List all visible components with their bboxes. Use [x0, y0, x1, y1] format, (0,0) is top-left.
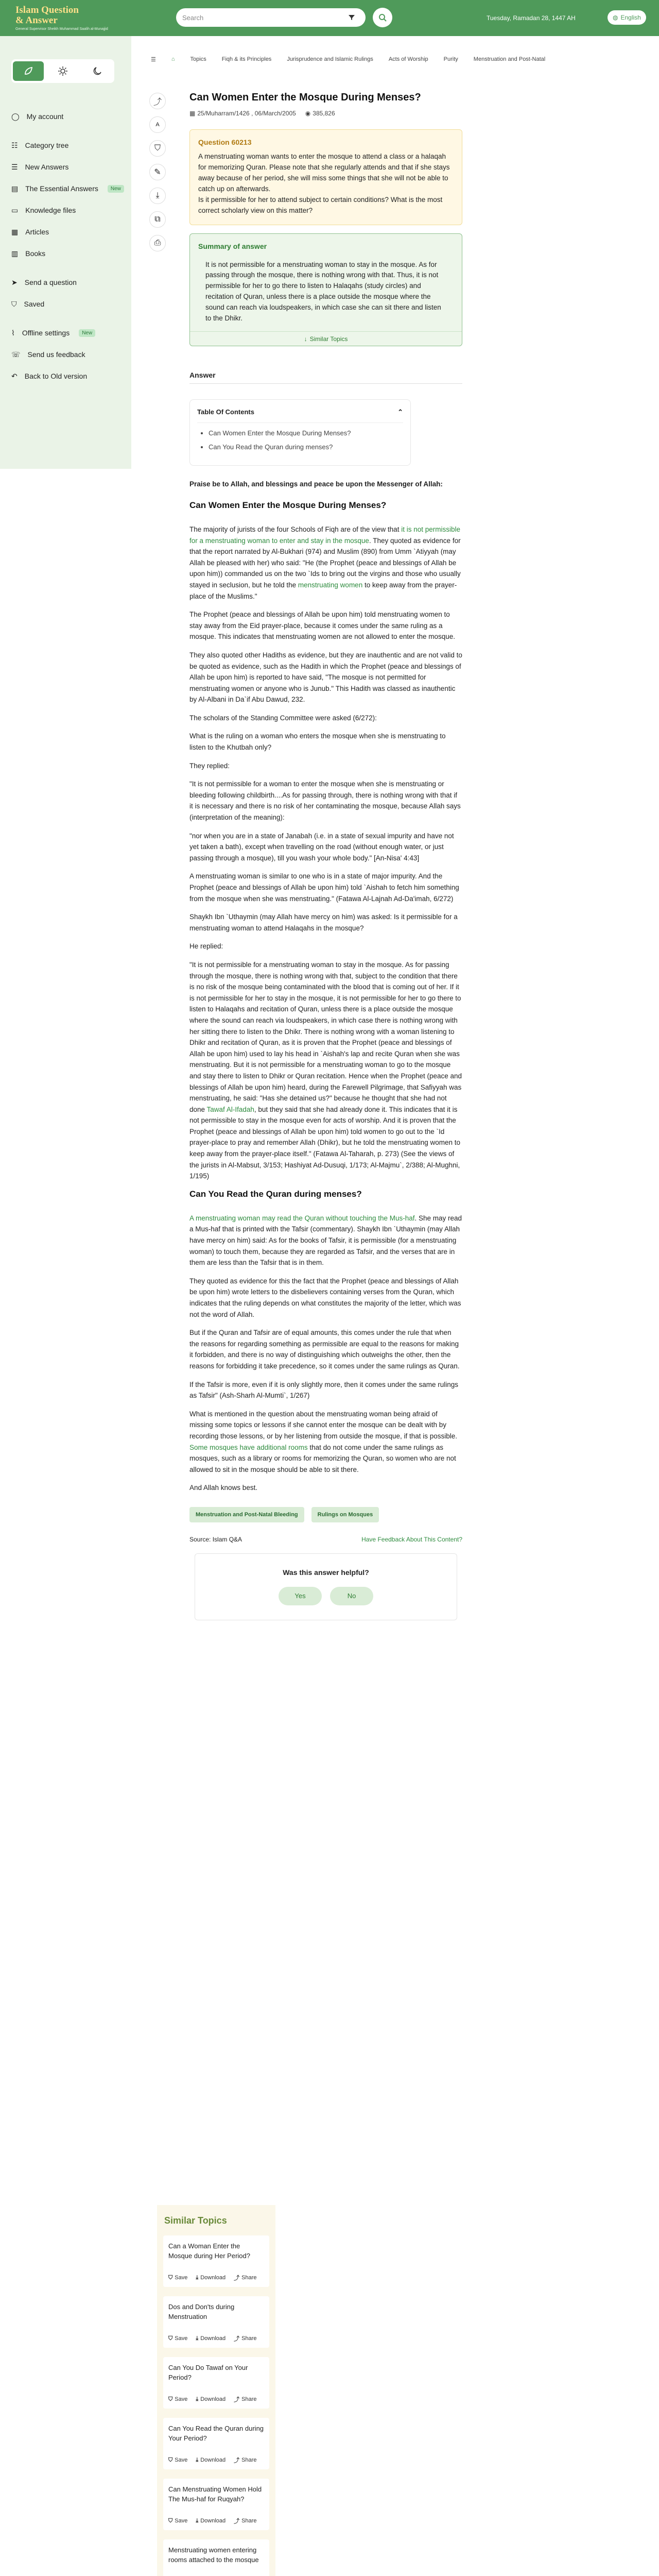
save-action[interactable]: ⛉ Save	[168, 2274, 188, 2281]
menu-icon[interactable]: ☰	[151, 56, 156, 63]
logo-line-1: Islam Question	[15, 4, 79, 15]
share-action[interactable]: ⤴ Share	[234, 2335, 257, 2342]
action-rail	[149, 93, 170, 259]
source-row	[189, 1536, 462, 1543]
article	[189, 92, 462, 1620]
eye-icon: ◉	[305, 110, 311, 117]
folder-icon: ▭	[11, 206, 19, 214]
section-heading-mosque: Can Women Enter the Mosque During Menses?	[189, 500, 387, 510]
summary-box	[189, 233, 462, 347]
question-label: Question 60213	[198, 138, 252, 146]
logo-line-2: & Answer	[15, 14, 58, 26]
summary-text: It is not permissible for a menstruating woman to stay in the mosque. As for passing through the mosque, there is nothing wrong with that. Thus, it is not permissible for her to go there to listen to Halaqahs (study circles) and recitation of Quran, unless there is a place outside the mosque where the sound can reach via loudspeakers, in which case she can sit there and listen to the Dhikr.	[205, 260, 441, 323]
sidebar-item-knowledge-files[interactable]	[0, 199, 131, 221]
bookmark-icon: ⛉	[168, 2456, 173, 2463]
paragraph: They quoted as evidence for this the fact that the Prophet (peace and blessings of Allah be upon him) wrote letters to the disbelievers containing verses from the Quran, which indicates that the ruling depends on what constitutes the majority of the letter, which was not the word of Allah.	[189, 1277, 461, 1318]
table-of-contents	[189, 399, 411, 466]
breadcrumb	[131, 52, 659, 67]
toc-label: Table Of Contents	[197, 408, 254, 416]
sidebar-item-articles[interactable]	[0, 221, 131, 243]
sidebar-item-saved[interactable]	[0, 293, 131, 315]
bookmark-icon: ⛉	[168, 2396, 173, 2402]
user-icon: ◯	[11, 112, 20, 121]
save-action[interactable]: ⛉ Save	[168, 2396, 188, 2402]
section-heading-quran: Can You Read the Quran during menses?	[189, 1189, 362, 1199]
bookmark-icon: ⛉	[168, 2335, 173, 2342]
paragraph: A menstruating woman may read the Quran without touching the Mus-haf. She may read a Mus-haf that is printed with the Tafsir (commentary). Shaykh Ibn `Uthaymin (may Allah have mercy on him) said: As for the books of Tafsir, it is permissible (for a menstruating woman) to touch them, because they are regarded as Tafsir, and the verses that are in them are less than the Tafsir that is in them.	[189, 1214, 462, 1267]
article-icon: ▦	[11, 227, 19, 236]
share-action[interactable]: ⤴ Share	[234, 2396, 257, 2403]
download-action[interactable]: ⤓ Download	[196, 2396, 226, 2402]
sun-icon[interactable]	[47, 61, 78, 81]
sidebar-item-label: Send a question	[24, 278, 77, 286]
globe-icon: ◍	[613, 14, 618, 21]
sidebar-item-label: Knowledge files	[25, 206, 76, 214]
download-icon[interactable]: ⤓	[149, 188, 166, 204]
similar-topics	[157, 2205, 275, 2576]
arrow-down-icon: ↓	[304, 335, 307, 343]
inline-link[interactable]: menstruating women	[298, 581, 363, 589]
sidebar-item-label: New Answers	[25, 163, 69, 171]
tag[interactable]: Rulings on Mosques	[311, 1507, 379, 1522]
similar-topic-card[interactable]	[163, 2418, 269, 2469]
breadcrumb-item[interactable]: Topics	[190, 56, 206, 62]
yes-button[interactable]: Yes	[279, 1587, 322, 1605]
sidebar-item-books[interactable]	[0, 243, 131, 264]
tag[interactable]: Menstruation and Post-Natal Bleeding	[189, 1507, 304, 1522]
paragraph: The majority of jurists of the four Schools of Fiqh are of the view that it is not permissible for a menstruating woman to enter and stay in the mosque. They quoted as evidence for that the report narrated by Al-Bukhari (974) and Muslim (890) from Umm `Atiyyah (may Allah be pleased with her) who said: "He (the Prophet (peace and blessings of Allah be upon him)) commanded us on the two `Ids to bring out the virgins and those who usually stayed in seclusion, but he told the menstruating women to keep away from the prayer-place of the Muslims."	[189, 525, 461, 600]
inline-link[interactable]: it is not permissible for a menstruating woman to enter and stay in the mosque	[189, 525, 460, 545]
sidebar-item-category-tree[interactable]	[0, 134, 131, 156]
new-badge: New	[79, 329, 95, 337]
share-icon: ⤴	[234, 2518, 240, 2524]
source-text: Source: Islam Q&A	[189, 1535, 242, 1543]
sidebar-item-label: Offline settings	[22, 329, 70, 337]
similar-topic-card[interactable]	[163, 2539, 269, 2576]
send-icon: ➤	[11, 278, 18, 286]
share-icon: ⤴	[234, 2397, 240, 2403]
download-icon: ⤓	[196, 2456, 199, 2463]
sidebar-item-feedback[interactable]	[0, 344, 131, 365]
view-count: 385,826	[313, 110, 335, 117]
chat-icon: ☏	[11, 350, 21, 359]
feedback-link[interactable]: Have Feedback About This Content?	[361, 1535, 462, 1543]
sidebar-item-new-answers[interactable]	[0, 156, 131, 178]
share-icon: ⤴	[234, 2458, 240, 2464]
article-meta	[189, 110, 462, 117]
breadcrumb-item[interactable]: Menstruation and Post-Natal	[473, 56, 546, 62]
similar-topic-card[interactable]	[163, 2235, 269, 2287]
site-logo[interactable]	[15, 5, 118, 31]
share-icon[interactable]: ⤴	[149, 93, 166, 109]
home-icon[interactable]: ⌂	[171, 56, 175, 62]
theme-switcher	[11, 59, 114, 83]
no-button[interactable]: No	[330, 1587, 373, 1605]
copy-icon[interactable]: ⧉	[149, 211, 166, 228]
paragraph: They also quoted other Hadiths as evidence, but they are inauthentic and are not valid to be quoted as evidence, such as the Hadith in which the Prophet (peace and blessings of Allah be upon him) is reported to have said, "The mosque is not permitted for menstruating women or anyone who is Junub." This Hadith was classed as inauthentic by Al-Albani in Da`if Abu Dawud, 232.	[189, 651, 462, 704]
print-icon[interactable]: ⎙	[149, 235, 166, 251]
paragraph: They replied:	[189, 761, 230, 770]
font-size-icon[interactable]: A	[149, 116, 166, 133]
paragraph: The Prophet (peace and blessings of Allah be upon him) told menstruating women to stay away from the Eid prayer-place, because it comes under the same ruling as a mosque. This indicates that menstruating women are not allowed to enter the mosque.	[189, 611, 456, 641]
books-icon: ▥	[11, 249, 19, 258]
back-icon: ↶	[11, 371, 18, 380]
tag-list	[189, 1507, 462, 1522]
paragraph: The scholars of the Standing Committee were asked (6/272):	[189, 714, 377, 722]
similar-topics-title: Similar Topics	[164, 2215, 227, 2226]
share-icon: ⤴	[234, 2275, 240, 2281]
similar-topic-title[interactable]: Can Menstruating Women Hold The Mus-haf for Ruqyah?	[168, 2485, 262, 2503]
inline-link[interactable]: Some mosques have additional rooms	[189, 1443, 308, 1451]
download-icon: ⤓	[196, 2517, 199, 2524]
sidebar-item-old-version[interactable]	[0, 365, 131, 387]
bookmark-icon[interactable]: ⛉	[149, 140, 166, 157]
sidebar-item-label: Books	[25, 249, 46, 258]
search-box[interactable]	[176, 8, 366, 27]
share-action[interactable]: ⤴ Share	[234, 2518, 257, 2524]
similar-topic-card[interactable]	[163, 2357, 269, 2409]
share-icon: ⤴	[234, 2336, 240, 2342]
paragraph: And Allah knows best.	[189, 1484, 258, 1492]
paragraph: He replied:	[189, 942, 223, 951]
similar-topic-title[interactable]: Can You Read the Quran during Your Period?	[168, 2425, 264, 2442]
summary-label: Summary of answer	[198, 242, 267, 250]
paragraph: "nor when you are in a state of Janabah (i.e. in a state of sexual impurity and have not yet taken a bath), except when travelling on the road (without enough water, or just passing through a mosque), till you wash your whole body." [An-Nisa' 4:43]	[189, 832, 454, 862]
download-action[interactable]: ⤓ Download	[196, 2335, 226, 2342]
similar-topics-label: Similar Topics	[309, 335, 348, 343]
search-button[interactable]	[373, 8, 392, 27]
search-input[interactable]: Search	[182, 13, 204, 22]
new-badge: New	[108, 185, 124, 193]
sidebar-item-my-account[interactable]	[0, 106, 131, 127]
sidebar-item-label: Saved	[24, 300, 45, 308]
save-action[interactable]: ⛉ Save	[168, 2335, 188, 2342]
helpful-box	[195, 1553, 457, 1620]
bookmark-icon: ⛉	[11, 299, 17, 308]
sidebar-nav	[0, 106, 131, 387]
list-icon: ☰	[11, 162, 18, 171]
chevron-up-icon[interactable]: ⌃	[397, 408, 403, 416]
book-icon: ▤	[11, 184, 19, 193]
paragraph: But if the Quran and Tafsir are of equal amounts, this comes under the rule that when the reasons for regarding something as permissible are equal to the reasons for making it forbidden, and there is no way of distinguishing which outweighs the other, then the reasons for forbidding it take precedence, so it comes under the same rulings as Quran.	[189, 1329, 460, 1370]
inline-link[interactable]: Tawaf Al-Ifadah	[206, 1105, 254, 1113]
paragraph: What is the ruling on a woman who enters the mosque when she is menstruating to listen to the Khutbah only?	[189, 732, 446, 752]
page-title: Can Women Enter the Mosque During Menses?	[189, 92, 421, 103]
language-selector[interactable]	[608, 10, 646, 25]
breadcrumb-item[interactable]: Acts of Worship	[388, 56, 428, 62]
similar-topic-card[interactable]	[163, 2479, 269, 2530]
moon-icon[interactable]	[82, 61, 113, 81]
sidebar-item-offline-settings[interactable]	[0, 322, 131, 344]
language-label: English	[620, 14, 641, 21]
helpful-question: Was this answer helpful?	[283, 1568, 369, 1577]
toc-item[interactable]: • Can You Read the Quran during menses?	[209, 443, 403, 451]
sidebar-item-label: My account	[26, 112, 64, 121]
inline-link[interactable]: A menstruating woman may read the Quran without touching the Mus-haf	[189, 1214, 415, 1222]
hijri-date: Tuesday, Ramadan 28, 1447 AH	[487, 14, 576, 22]
sidebar-item-essential-answers[interactable]	[0, 178, 131, 199]
paragraph: If the Tafsir is more, even if it is only slightly more, then it comes under the same rulings as Tafsir" (Ash-Sharh Al-Mumti`, 1/267)	[189, 1380, 458, 1400]
similar-topic-title[interactable]: Menstruating women entering rooms attached to the mosque	[168, 2546, 259, 2564]
similar-topic-title[interactable]: Dos and Don'ts during Menstruation	[168, 2303, 235, 2320]
sidebar-item-label: The Essential Answers	[25, 184, 98, 193]
note-icon[interactable]: ✎	[149, 164, 166, 180]
breadcrumb-item[interactable]: Fiqh & its Principles	[221, 56, 272, 62]
search-icon	[378, 13, 387, 22]
question-text: A menstruating woman wants to enter the mosque to attend a class or a halaqah for memorizing Quran. Please note that she regularly attends and that if she stays away because of her period, she will miss some things that she will not be able to catch up on afterwards. Is it permissible for her to attend subject to certain conditions? What is the most correct scholarly view on this matter?	[198, 152, 450, 214]
bookmark-icon: ⛉	[168, 2517, 173, 2524]
download-icon: ⤓	[196, 2274, 199, 2281]
sidebar-item-label: Back to Old version	[24, 372, 88, 380]
leaf-theme-icon[interactable]	[13, 61, 44, 81]
download-icon: ⤓	[196, 2335, 199, 2342]
similar-topics-button[interactable]	[190, 331, 462, 346]
paragraph: "It is not permissible for a woman to enter the mosque when she is menstruating or bleeding following childbirth....As for passing through, there is nothing wrong with that if it is necessary and there is no risk of her contaminating the mosque, because Allah says (interpretation of the meaning):	[189, 780, 461, 822]
tree-icon: ☷	[11, 141, 18, 149]
download-icon: ⤓	[196, 2396, 199, 2402]
paragraph: Shaykh Ibn `Uthaymin (may Allah have mercy on him) was asked: Is it permissible for a menstruating woman to attend Halaqahs in the mosque?	[189, 913, 458, 932]
similar-topic-card[interactable]	[163, 2296, 269, 2348]
sidebar-item-send-question[interactable]	[0, 272, 131, 293]
calendar-icon: ▦	[189, 110, 196, 117]
sidebar-item-label: Articles	[25, 228, 49, 236]
logo-tagline: General Supervisor Sheikh Muhammad Saalih al-Munajjid	[15, 27, 108, 31]
sidebar-item-label: Send us feedback	[27, 350, 85, 359]
toc-item[interactable]: • Can Women Enter the Mosque During Menses?	[209, 429, 403, 437]
share-action[interactable]: ⤴ Share	[234, 2275, 257, 2281]
download-action[interactable]: ⤓ Download	[196, 2456, 226, 2463]
question-box	[189, 129, 462, 225]
breadcrumb-item[interactable]: Purity	[443, 56, 458, 62]
answer-heading: Answer	[189, 371, 462, 384]
save-action[interactable]: ⛉ Save	[168, 2456, 188, 2463]
sidebar-item-label: Category tree	[25, 141, 69, 149]
publish-date: 25/Muharram/1426 , 06/March/2005	[197, 110, 296, 117]
paragraph: A menstruating woman is similar to one who is in a state of major impurity. And the Prophet (peace and blessings of Allah be upon him) told `Aishah to fetch him something from the mosque when she was menstruating." (Fatawa Al-Lajnah Ad-Da'imah, 6/272)	[189, 872, 459, 903]
paragraph: "It is not permissible for a menstruating woman to stay in the mosque. As for passing through the mosque, there is nothing wrong with that, subject to the condition that there is no risk of the mosque being contaminated with the blood that is coming out of her. If it is not permissible for her to stay in the mosque, it is not permissible for her to go there to listen to Halaqahs and recitation of Quran, unless there is a place outside the mosque where the sound can reach via loudspeakers, in which case there is nothing wrong with her sitting there to listen to the Dhikr. There is nothing wrong with a woman listening to Dhikr and recitation of Quran, as it is proven that the Prophet (peace and blessings of Allah be upon him) used to lay his head in `Aishah's lap and recite Quran when she was menstruating. But it is not permissible for a menstruating woman to go to the mosque and stay there to listen to Dhikr or Quran recitation. Hence when the Prophet (peace and blessings of Allah be upon him) heard, during the Farewell Pilgrimage, that Safiyyah was menstruating, he said: "Has she detained us?" because he thought that she had not done Tawaf Al-Ifadah, but they said that she had already done it. This indicates that it is not permissible to stay in the mosque even for acts of worship. And it is proven that the Prophet (peace and blessings of Allah be upon him) told women to go out to the `Id prayer-place to pray and remember Allah (Dhikr), but he told the menstruating women to keep away from the prayer-place itself." (Fatawa Al-Taharah, p. 273) (See the views of the jurists in Al-Mabsut, 3/153; Hashiyat Ad-Dusuqi, 1/173; Al-Majmu`, 2/388; Al-Mughni, 1/195)	[189, 960, 462, 1180]
top-bar	[0, 0, 659, 36]
download-action[interactable]: ⤓ Download	[196, 2517, 226, 2524]
filter-icon[interactable]	[344, 10, 359, 25]
sidebar	[0, 36, 131, 469]
download-action[interactable]: ⤓ Download	[196, 2274, 226, 2281]
bookmark-icon: ⛉	[168, 2274, 173, 2281]
breadcrumb-item[interactable]: Jurisprudence and Islamic Rulings	[287, 56, 373, 62]
similar-topic-title[interactable]: Can You Do Tawaf on Your Period?	[168, 2364, 248, 2381]
praise: Praise be to Allah, and blessings and peace be upon the Messenger of Allah:	[189, 480, 443, 488]
save-action[interactable]: ⛉ Save	[168, 2517, 188, 2524]
paragraph: What is mentioned in the question about the menstruating woman being afraid of missing some topics or lessons if she cannot enter the mosque can be dealt with by recording those lessons, or by her listening from outside the mosque, if that is possible. Some mosques have additional rooms that do not come under the same rulings as mosques, such as a library or rooms for memorizing the Quran, so women who are not allowed to sit in the mosque should be able to sit there.	[189, 1410, 458, 1473]
wifi-off-icon: ⌇	[11, 328, 15, 337]
share-action[interactable]: ⤴ Share	[234, 2457, 257, 2464]
similar-topic-title[interactable]: Can a Woman Enter the Mosque during Her Period?	[168, 2242, 250, 2260]
